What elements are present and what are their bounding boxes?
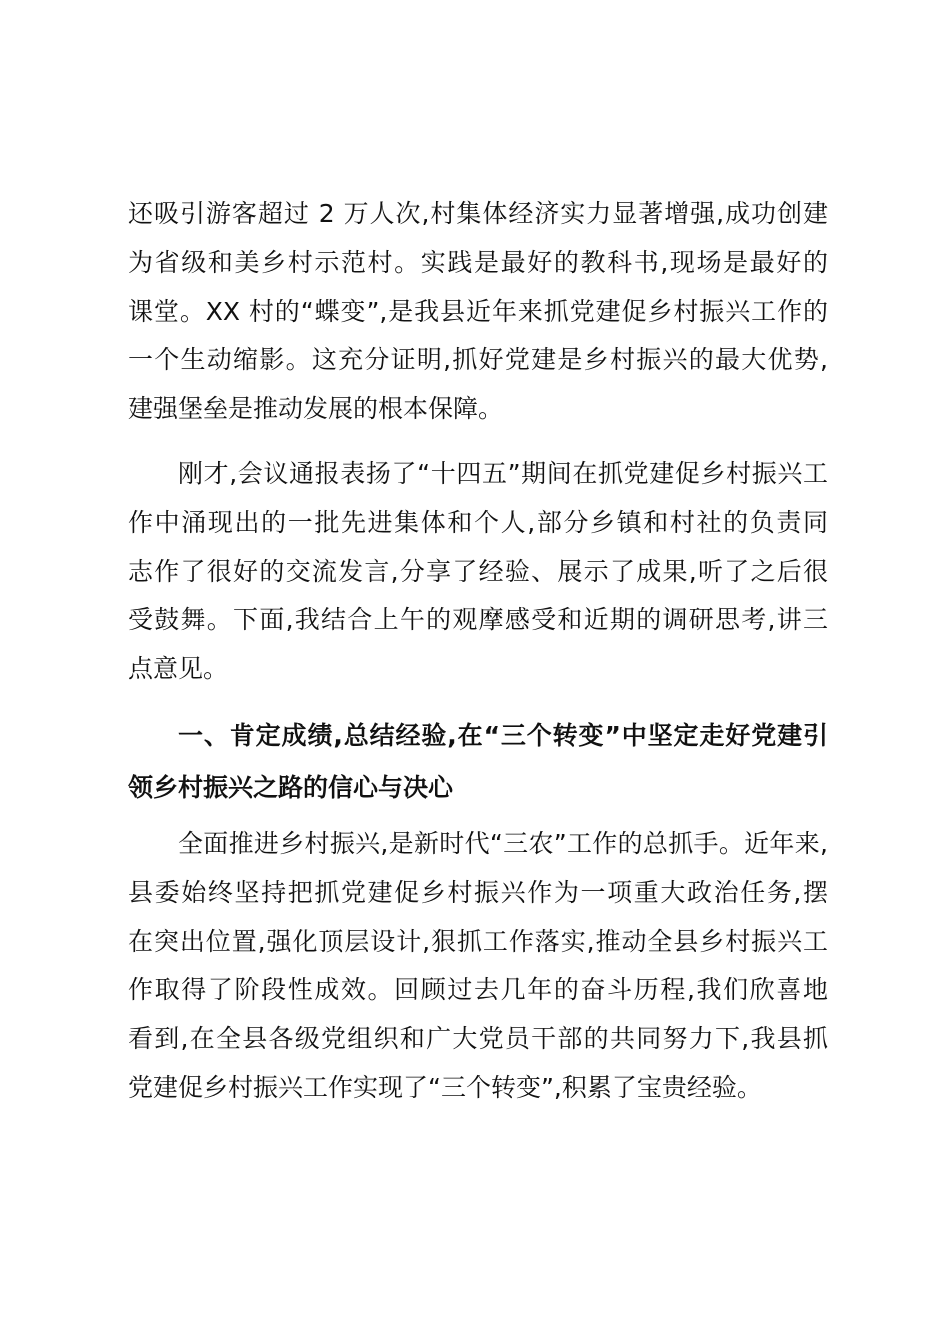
text-line: 一个生动缩影。这充分证明,抓好党建是乡村振兴的最大优势, [128,345,828,375]
text-line: 志作了很好的交流发言,分享了经验、展示了成果,听了之后很 [128,556,828,586]
paragraph-continuation [128,190,828,434]
text-line: 受鼓舞。下面,我结合上午的观摩感受和近期的调研思考,讲三 [128,605,828,635]
text-line: 全面推进乡村振兴,是新时代“三农”工作的总抓手。近年来, [178,828,828,858]
text-line: 还吸引游客超过 2 万人次,村集体经济实力显著增强,成功创建 [128,199,828,228]
text-line: 课堂。XX 村的“蝶变”,是我县近年来抓党建促乡村振兴工作的 [128,296,828,326]
text-line: 在突出位置,强化顶层设计,狠抓工作落实,推动全县乡村振兴工 [128,926,828,956]
text-line: 作中涌现出的一批先进集体和个人,部分乡镇和村社的负责同 [128,507,828,537]
text-line: 为省级和美乡村示范村。实践是最好的教科书,现场是最好的 [128,247,828,277]
section-heading [128,710,828,814]
document-body [128,190,828,1113]
text-line: 县委始终坚持把抓党建促乡村振兴作为一项重大政治任务,摆 [128,877,828,907]
text-line: 看到,在全县各级党组织和广大党员干部的共同努力下,我县抓 [128,1024,828,1054]
text-line: 党建促乡村振兴工作实现了“三个转变”,积累了宝贵经验。 [128,1072,762,1102]
heading-line: 领乡村振兴之路的信心与决心 [128,772,454,802]
paragraph-meeting-remarks [128,450,828,694]
heading-line: 一、肯定成绩,总结经验,在“三个转变”中坚定走好党建引 [178,720,828,750]
paragraph-rural-revitalization [128,820,828,1113]
text-line: 作取得了阶段性成效。回顾过去几年的奋斗历程,我们欣喜地 [128,975,828,1005]
text-line: 刚才,会议通报表扬了“十四五”期间在抓党建促乡村振兴工 [178,458,828,488]
text-line: 点意见。 [128,654,229,684]
text-line: 建强堡垒是推动发展的根本保障。 [128,394,504,424]
